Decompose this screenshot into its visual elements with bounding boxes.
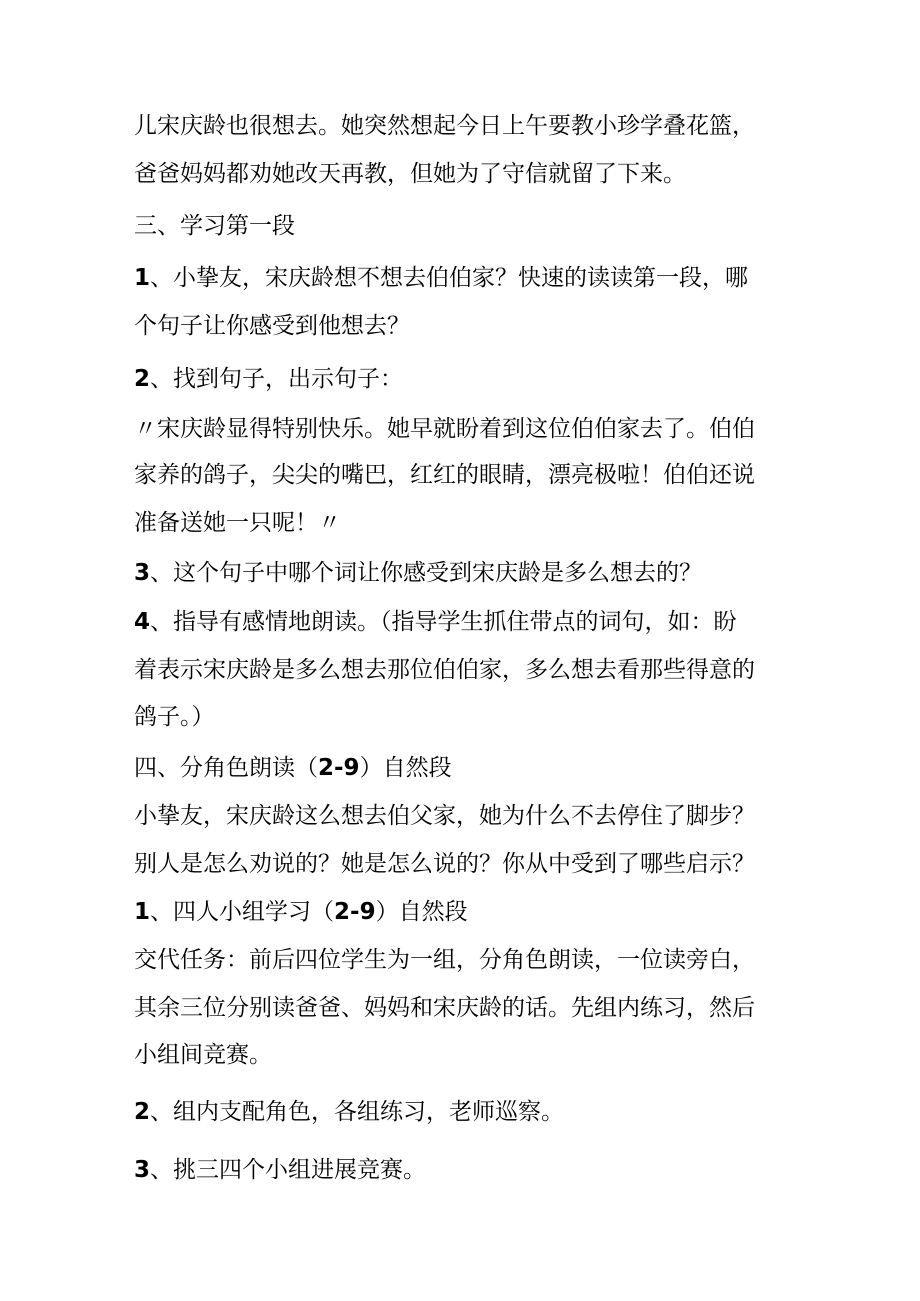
list-item — [134, 1098, 564, 1126]
item-number: 1 — [134, 899, 151, 925]
list-item — [134, 365, 403, 393]
quote-line — [134, 415, 755, 443]
line-text: ）自然段 — [375, 899, 468, 925]
section-heading — [134, 754, 452, 782]
list-item — [134, 559, 702, 587]
text-line — [134, 656, 755, 684]
line-text: 其余三位分别读爸爸、妈妈和宋庆龄的话。先组内练习，然后 — [134, 995, 755, 1021]
heading-text: 四、分角色朗读（ — [134, 755, 318, 781]
line-text: 〃宋庆龄显得特别快乐。她早就盼着到这位伯伯家去了。伯伯 — [134, 416, 755, 442]
list-item — [134, 608, 737, 636]
line-text: 别人是怎么劝说的？她是怎么说的？你从中受到了哪些启示？ — [134, 851, 755, 877]
line-text: 着表示宋庆龄是多么想去那位伯伯家，多么想去看那些得意的 — [134, 657, 755, 683]
text-line — [134, 946, 755, 974]
text-line — [134, 994, 755, 1022]
list-item — [134, 1156, 426, 1184]
line-text: 、这个句子中哪个词让你感受到宋庆龄是多么想去的？ — [150, 560, 703, 586]
line-text: 、指导有感情地朗读。（指导学生抓住带点的词句，如：盼 — [150, 609, 737, 635]
line-text: 小挚友，宋庆龄这么想去伯父家，她为什么不去停住了脚步？ — [134, 803, 755, 829]
line-text: 爸爸妈妈都劝她改天再教，但她为了守信就留了下来。 — [134, 161, 686, 187]
quote-line — [134, 461, 755, 489]
item-number: 2 — [134, 366, 151, 392]
text-line — [134, 112, 755, 140]
line-text: 鸽子。） — [134, 704, 215, 730]
list-item — [134, 898, 468, 926]
line-text: 、小挚友，宋庆龄想不想去伯伯家？快速的读读第一段，哪 — [150, 265, 749, 291]
quote-line — [134, 509, 341, 537]
line-text: 、组内支配角色，各组练习，老师巡察。 — [150, 1099, 565, 1125]
text-line — [134, 802, 755, 830]
item-number: 3 — [134, 560, 151, 586]
heading-text: 三、学习第一段 — [134, 213, 295, 239]
range-number: 2-9 — [318, 755, 360, 781]
line-text: 家养的鸽子，尖尖的嘴巴，红红的眼睛，漂亮极啦！伯伯还说 — [134, 462, 755, 488]
item-number: 2 — [134, 1099, 151, 1125]
list-item — [134, 264, 748, 292]
section-heading — [134, 212, 295, 240]
item-number: 4 — [134, 609, 151, 635]
line-text: 小组间竞赛。 — [134, 1042, 272, 1068]
line-text: 个句子让你感受到他想去？ — [134, 313, 410, 339]
range-number: 2-9 — [334, 899, 376, 925]
item-number: 3 — [134, 1157, 151, 1183]
line-text: 、找到句子，出示句子： — [150, 366, 404, 392]
text-line — [134, 1041, 272, 1069]
line-text: 儿宋庆龄也很想去。她突然想起今日上午要教小珍学叠花篮， — [134, 113, 755, 139]
text-line — [134, 850, 755, 878]
line-text: 、挑三四个小组进展竞赛。 — [150, 1157, 427, 1183]
text-line — [134, 312, 410, 340]
text-line — [134, 160, 686, 188]
item-number: 1 — [134, 265, 151, 291]
heading-text: ）自然段 — [359, 755, 452, 781]
line-text: 准备送她一只呢！〃 — [134, 510, 341, 536]
line-text: 、四人小组学习（ — [150, 899, 335, 925]
line-text: 交代任务：前后四位学生为一组，分角色朗读，一位读旁白， — [134, 947, 755, 973]
text-line — [134, 703, 215, 731]
